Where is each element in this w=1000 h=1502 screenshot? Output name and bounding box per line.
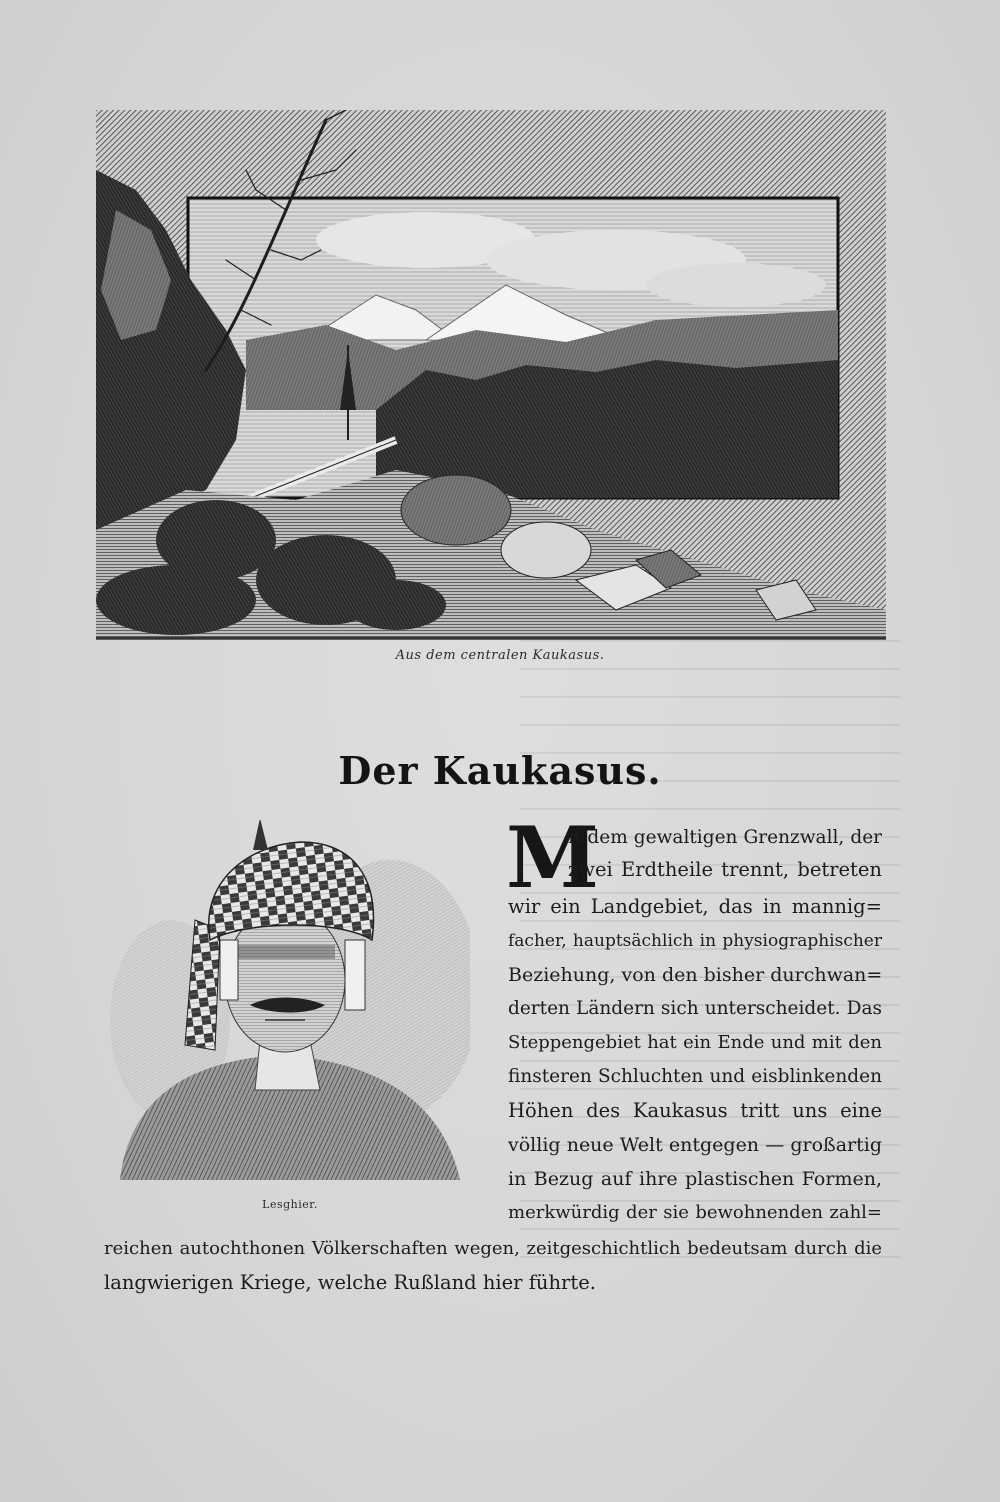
text-line: Steppengebiet hat ein Ende und mit den <box>508 1032 882 1053</box>
lesghier-portrait-engraving <box>110 820 470 1190</box>
text-line: finsteren Schluchten und eisblinkenden <box>508 1066 882 1087</box>
text-line: it dem gewaltigen Grenzwall, der <box>568 827 882 848</box>
framed-view <box>188 198 838 498</box>
text-line: facher, hauptsächlich in physiographischer <box>508 931 882 951</box>
text-line: völlig neue Welt entgegen — großartig <box>508 1134 882 1156</box>
drop-cap: M <box>506 808 599 907</box>
text-line: in Bezug auf ihre plastischen Formen, <box>508 1168 882 1190</box>
text-line: derten Ländern sich unterscheidet. Das <box>508 998 882 1019</box>
text-line: Beziehung, von den bisher durchwan= <box>508 964 883 986</box>
caucasus-landscape-engraving <box>96 110 886 640</box>
text-line: zwei Erdtheile trennt, betreten <box>568 858 882 881</box>
chapter-title: Der Kaukasus. <box>338 748 662 793</box>
text-line: wir ein Landgebiet, das in mannig= <box>508 895 882 918</box>
text-line: langwierigen Kriege, welche Rußland hier führte. <box>104 1271 596 1294</box>
text-line: Höhen des Kaukasus tritt uns eine <box>508 1099 882 1122</box>
text-line: reichen autochthonen Völkerschaften wegen, zeitgeschichtlich bedeutsam durch die <box>104 1238 882 1259</box>
illustration-caption: Aus dem centralen Kaukasus. <box>395 648 605 663</box>
text-line: merkwürdig der sie bewohnenden zahl= <box>508 1202 882 1223</box>
portrait-caption: Lesghier. <box>262 1198 318 1211</box>
